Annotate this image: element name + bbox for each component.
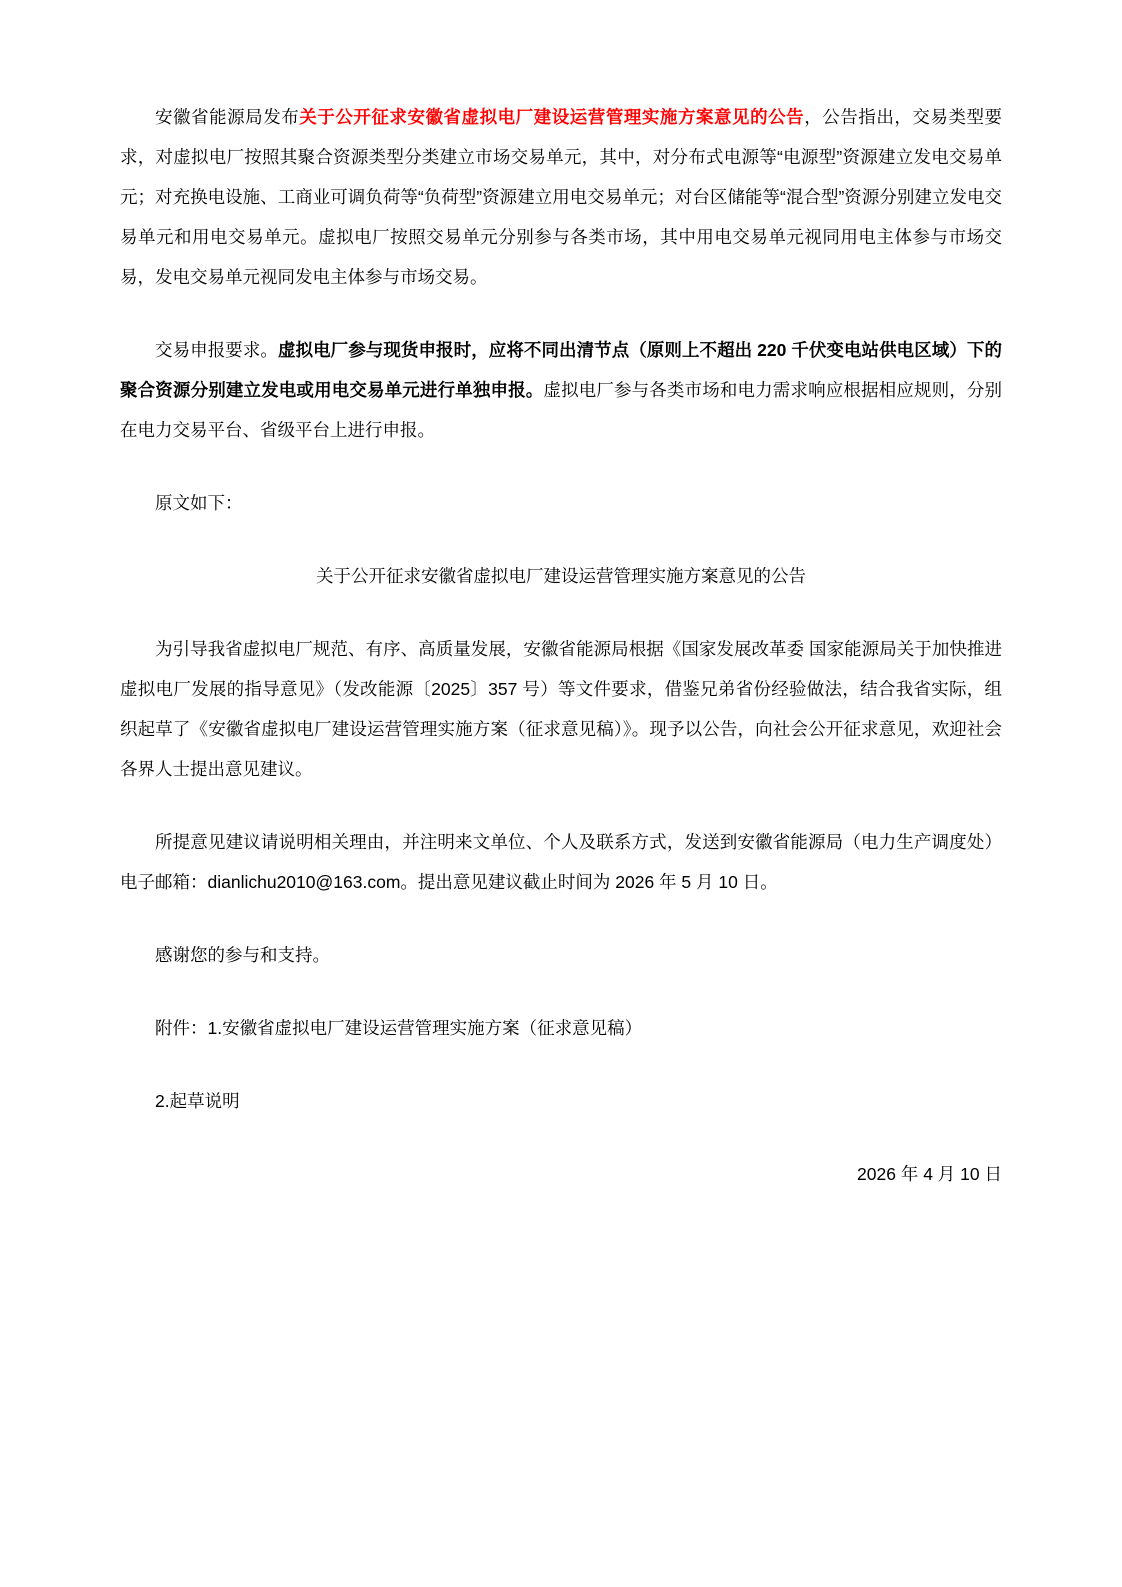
date-line	[120, 1154, 1002, 1194]
background-paragraph	[120, 629, 1002, 789]
text-segment: 安徽省能源局发布	[155, 107, 300, 127]
date-text: 2026 年 4 月 10 日	[857, 1164, 1002, 1184]
text-segment: 交易申报要求。	[155, 340, 278, 360]
bold-requirement: 虚拟电厂参与现货申报时，应将不同出清节点（原则上不超出 220 千伏变电站供电区域）下的聚合资源分别建立发电或用电交易单元进行单独申报。	[120, 340, 1003, 400]
text-segment: 原文如下：	[155, 493, 243, 513]
feedback-paragraph	[120, 822, 1002, 902]
declaration-paragraph	[120, 330, 1002, 450]
attachment-line-2	[120, 1081, 1002, 1121]
lead-paragraph	[120, 97, 1002, 297]
document-title	[120, 556, 1002, 596]
email-address: dianlichu2010@163.com	[207, 872, 401, 892]
text-segment: 所提意见建议请说明相关理由，并注明来文单位、个人及联系方式，发送到安徽省能源局（电力生产调度处）电子邮箱：	[120, 832, 1002, 892]
text-segment: 感谢您的参与和支持。	[155, 945, 330, 965]
title-text: 关于公开征求安徽省虚拟电厂建设运营管理实施方案意见的公告	[316, 566, 806, 586]
document-body	[120, 97, 1002, 1194]
text-segment: 为引导我省虚拟电厂规范、有序、高质量发展，安徽省能源局根据《国家发展改革委 国家能源局关于加快推进虚拟电厂发展的指导意见》（发改能源〔2025〕357 号）等文件要求，借鉴兄弟省份经验做法，结合我省实际，组织起草了《安徽省虚拟电厂建设运营管理实施方案（征求意见稿）》。现予以公告，向社会公开征求意见，欢迎社会各界人士提出意见建议。	[120, 639, 1002, 779]
text-segment: 附件：1.安徽省虚拟电厂建设运营管理实施方案（征求意见稿）	[155, 1018, 643, 1038]
thanks-paragraph	[120, 935, 1002, 975]
text-segment: 虚拟电厂参与各类市场和电力需求响应根据相应规则，分别在电力交易平台、省级平台上进行申报。	[120, 380, 1003, 440]
original-text-label	[120, 483, 1002, 523]
announcement-title-red: 关于公开征求安徽省虚拟电厂建设运营管理实施方案意见的公告	[299, 107, 805, 127]
text-segment: 2.起草说明	[155, 1091, 240, 1111]
text-segment: 。提出意见建议截止时间为 2026 年 5 月 10 日。	[400, 872, 778, 892]
attachment-line-1	[120, 1008, 1002, 1048]
text-segment: ，公告指出，交易类型要求，对虚拟电厂按照其聚合资源类型分类建立市场交易单元，其中，对分布式电源等“电源型”资源建立发电交易单元；对充换电设施、工商业可调负荷等“负荷型”资源建立用电交易单元；对台区储能等“混合型”资源分别建立发电交易单元和用电交易单元。虚拟电厂按照交易单元分别参与各类市场，其中用电交易单元视同用电主体参与市场交易，发电交易单元视同发电主体参与市场交易。	[120, 107, 1003, 287]
